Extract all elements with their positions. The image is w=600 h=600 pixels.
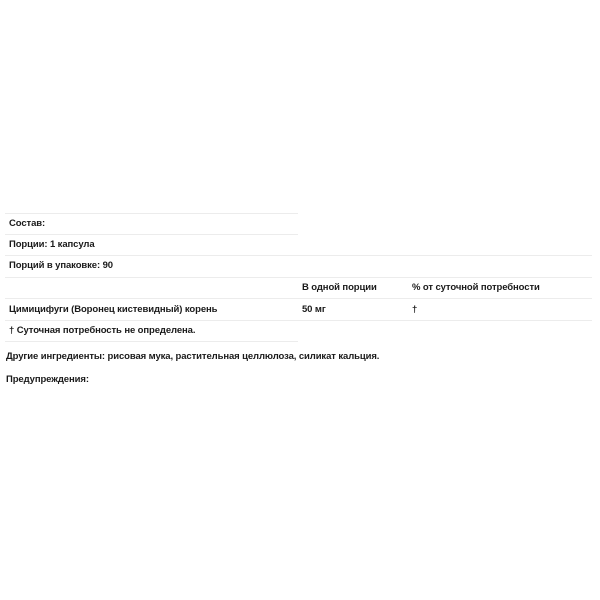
serving-size: Порции: 1 капсула	[9, 239, 95, 250]
column-header-amount: В одной порции	[302, 282, 377, 293]
divider	[5, 320, 592, 321]
divider	[5, 213, 298, 214]
divider	[5, 255, 592, 256]
ingredient-daily-value: †	[412, 304, 418, 315]
warnings-heading: Предупреждения:	[6, 374, 89, 385]
divider	[5, 341, 298, 342]
ingredient-amount: 50 мг	[302, 304, 326, 315]
divider	[5, 298, 592, 299]
other-ingredients: Другие ингредиенты: рисовая мука, растительная целлюлоза, силикат кальция.	[6, 351, 380, 362]
facts-title: Состав:	[9, 218, 46, 229]
ingredient-name: Цимицифуги (Воронец кистевидный) корень	[9, 304, 218, 315]
column-header-daily-value: % от суточной потребности	[412, 282, 540, 293]
servings-per-container: Порций в упаковке: 90	[9, 260, 113, 271]
footnote: † Суточная потребность не определена.	[9, 325, 196, 336]
divider	[5, 277, 592, 278]
divider	[5, 234, 298, 235]
